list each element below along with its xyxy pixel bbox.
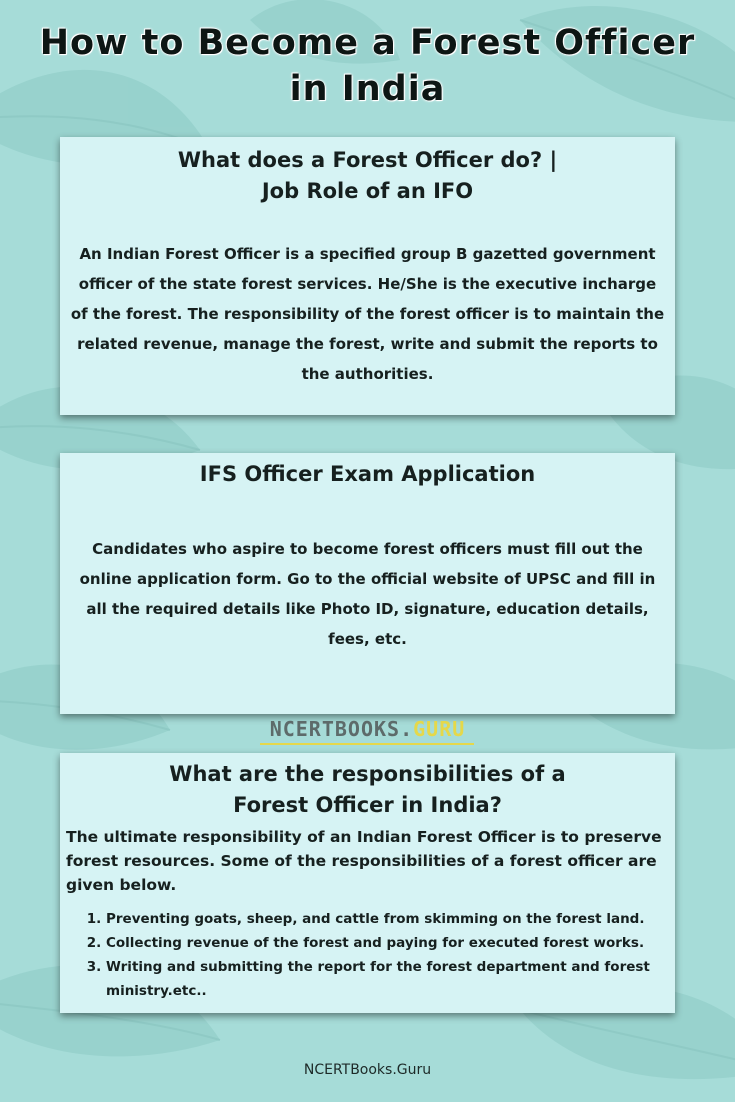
list-item: 2. Collecting revenue of the forest and paying for executed forest works.	[106, 931, 669, 955]
card-job-role-heading-line-1: What does a Forest Officer do? |	[177, 148, 558, 172]
card-exam-application-heading: IFS Officer Exam Application	[199, 462, 536, 486]
responsibilities-list	[66, 907, 669, 1003]
card-job-role	[60, 137, 675, 415]
footer-site-link[interactable]: NCERTBooks.Guru	[303, 1062, 432, 1078]
card-job-role-heading	[68, 145, 667, 207]
card-responsibilities	[60, 753, 675, 1013]
card-responsibilities-heading-line-2: Forest Officer in India?	[233, 793, 502, 817]
watermark	[0, 716, 735, 742]
card-exam-application-body: Candidates who aspire to become forest officers must fill out the online application form. Go to the official website of UPSC and fill in all the required details like Photo ID, signature, education details, fees, etc.	[79, 540, 656, 648]
card-job-role-heading-line-2: Job Role of an IFO	[261, 179, 474, 203]
watermark-main: NCERTBOOKS.	[269, 717, 414, 741]
list-item: 3. Writing and submitting the report for the forest department and forest ministry.etc..	[106, 955, 669, 1003]
card-responsibilities-heading	[66, 759, 669, 821]
page-title-line-2: in India	[289, 69, 446, 109]
watermark-underline	[260, 743, 474, 745]
page-title-line-1: How to Become a Forest Officer	[39, 23, 696, 63]
card-exam-application	[60, 453, 675, 714]
card-responsibilities-heading-line-1: What are the responsibilities of a	[169, 762, 566, 786]
card-responsibilities-intro: The ultimate responsibility of an Indian Forest Officer is to preserve forest resources. Some of the responsibilities of a forest officer are given below.	[66, 828, 662, 894]
card-job-role-body: An Indian Forest Officer is a specified group B gazetted government officer of the state forest services. He/She is the executive incharge of the forest. The responsibility of the forest officer is to maintain the related revenue, manage the forest, write and submit the reports to the authorities.	[70, 245, 665, 383]
watermark-accent: GURU	[413, 717, 466, 741]
page-title	[0, 20, 735, 112]
list-item: 1. Preventing goats, sheep, and cattle from skimming on the forest land.	[106, 907, 669, 931]
